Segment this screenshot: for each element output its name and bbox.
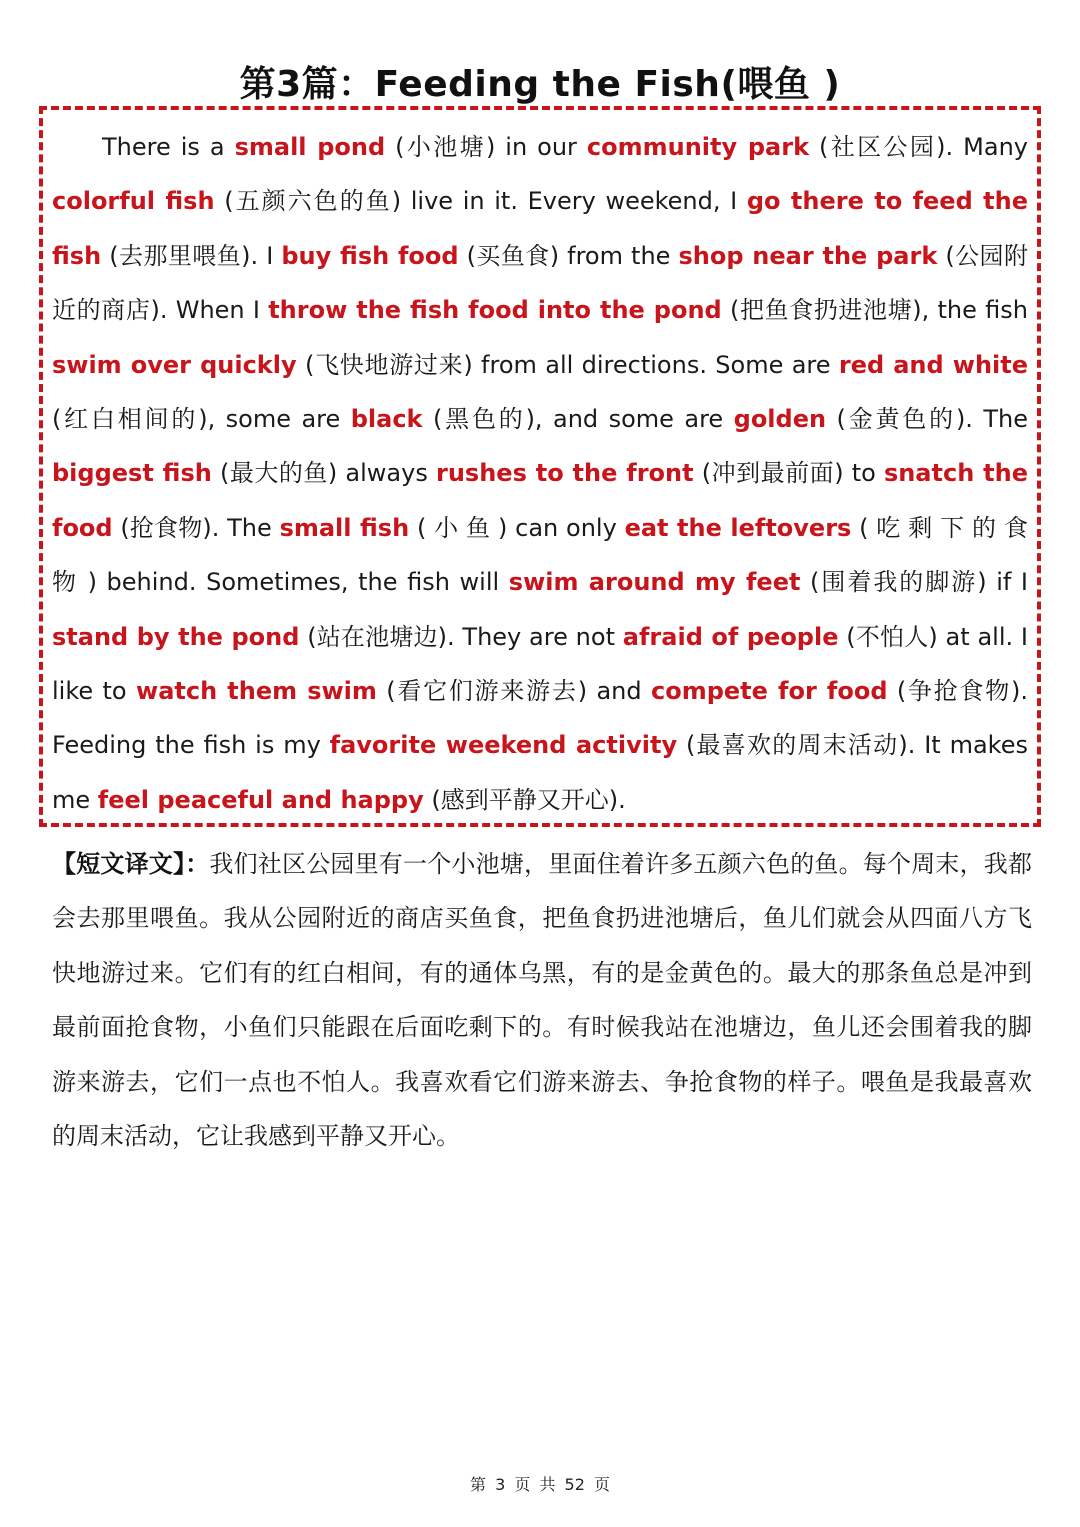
- story-text: (社区公园). Many: [809, 133, 1028, 161]
- story-text: (飞快地游过来) from all directions. Some are: [296, 350, 839, 379]
- story-keyword: golden: [733, 405, 827, 434]
- story-keyword: community park: [586, 133, 810, 161]
- story-text: There is a: [102, 133, 235, 161]
- story-keyword: stand by the pond: [52, 622, 300, 651]
- story-text: (围着我的脚游) if I: [800, 568, 1028, 597]
- story-text: (冲到最前面) to: [693, 459, 884, 488]
- story-keyword: favorite weekend activity: [329, 731, 678, 760]
- story-text: (红白相间的), some are: [52, 405, 351, 434]
- story-keyword: rushes to the front: [436, 459, 694, 488]
- story-text: ( 吃 剩 下 的 食 物 ) behind. Sometimes, the fish will: [52, 513, 1028, 597]
- page-number-footer: 第 3 页 共 52 页: [470, 1475, 610, 1494]
- story-text: (站在池塘边). They are not: [299, 622, 623, 651]
- story-text: (最大的鱼) always: [211, 459, 436, 488]
- story-text: (不怕人) at all. I like to: [52, 622, 1029, 706]
- story-keyword: afraid of people: [622, 622, 839, 651]
- story-text: ( 小 鱼 ) can only: [409, 513, 625, 542]
- story-keyword: throw the fish food into the pond: [268, 296, 722, 325]
- story-text: (把鱼食扔进池塘), the fish: [721, 296, 1028, 325]
- story-keyword: go there to feed the fish: [52, 187, 1028, 270]
- story-keyword: red and white: [838, 350, 1029, 379]
- story-text: (争抢食物). Feeding the fish is my: [52, 677, 1029, 760]
- translation-paragraph: [52, 837, 1032, 1163]
- page-title: 第3篇：Feeding the Fish(喂鱼 ): [239, 64, 841, 105]
- story-keyword: swim over quickly: [52, 350, 297, 379]
- story-paragraph: [52, 120, 1028, 827]
- story-keyword: shop near the park: [678, 241, 938, 270]
- story-keyword: compete for food: [650, 677, 888, 706]
- story-keyword: colorful fish: [52, 187, 215, 216]
- story-text: (看它们游来游去) and: [376, 677, 651, 706]
- story-text: (感到平静又开心).: [423, 785, 626, 814]
- story-keyword: biggest fish: [52, 459, 212, 488]
- story-text: (最喜欢的周末活动). It makes me: [52, 731, 1028, 814]
- translation-label: 【短文译文】：: [52, 850, 210, 878]
- story-keyword: watch them swim: [136, 677, 377, 706]
- story-keyword: black: [350, 405, 423, 434]
- translation-text: 我们社区公园里有一个小池塘，里面住着许多五颜六色的鱼。每个周末，我都会去那里喂鱼。我从公园附近的商店买鱼食，把鱼食扔进池塘后，鱼儿们就会从四面八方飞快地游过来。它们有的红白相间，有的通体乌黑，有的是金黄色的。最大的那条鱼总是冲到最前面抢食物，小鱼们只能跟在后面吃剩下的。有时候我站在池塘边，鱼儿还会围着我的脚游来游去，它们一点也不怕人。我喜欢看它们游来游去、争抢食物的样子。喂鱼是我最喜欢的周末活动，它让我感到平静又开心。: [52, 850, 1033, 1151]
- story-keyword: small pond: [234, 133, 386, 161]
- story-text: (公园附近的商店). When I: [52, 241, 1028, 325]
- story-keyword: feel peaceful and happy: [97, 785, 424, 814]
- story-keyword: swim around my feet: [508, 568, 801, 597]
- story-text: (黑色的), and some are: [422, 405, 734, 434]
- story-keyword: small fish: [279, 513, 410, 542]
- story-text: (小池塘) in our: [385, 133, 587, 161]
- story-text: (抢食物). The: [112, 513, 280, 542]
- story-keyword: buy fish food: [281, 241, 459, 270]
- story-keyword: snatch the food: [52, 459, 1028, 542]
- story-text: (金黄色的). The: [826, 405, 1029, 434]
- story-text: (买鱼食) from the: [458, 241, 679, 270]
- story-text: (五颜六色的鱼) live in it. Every weekend, I: [214, 187, 747, 216]
- story-text: (去那里喂鱼). I: [101, 241, 282, 270]
- story-keyword: eat the leftovers: [624, 513, 852, 542]
